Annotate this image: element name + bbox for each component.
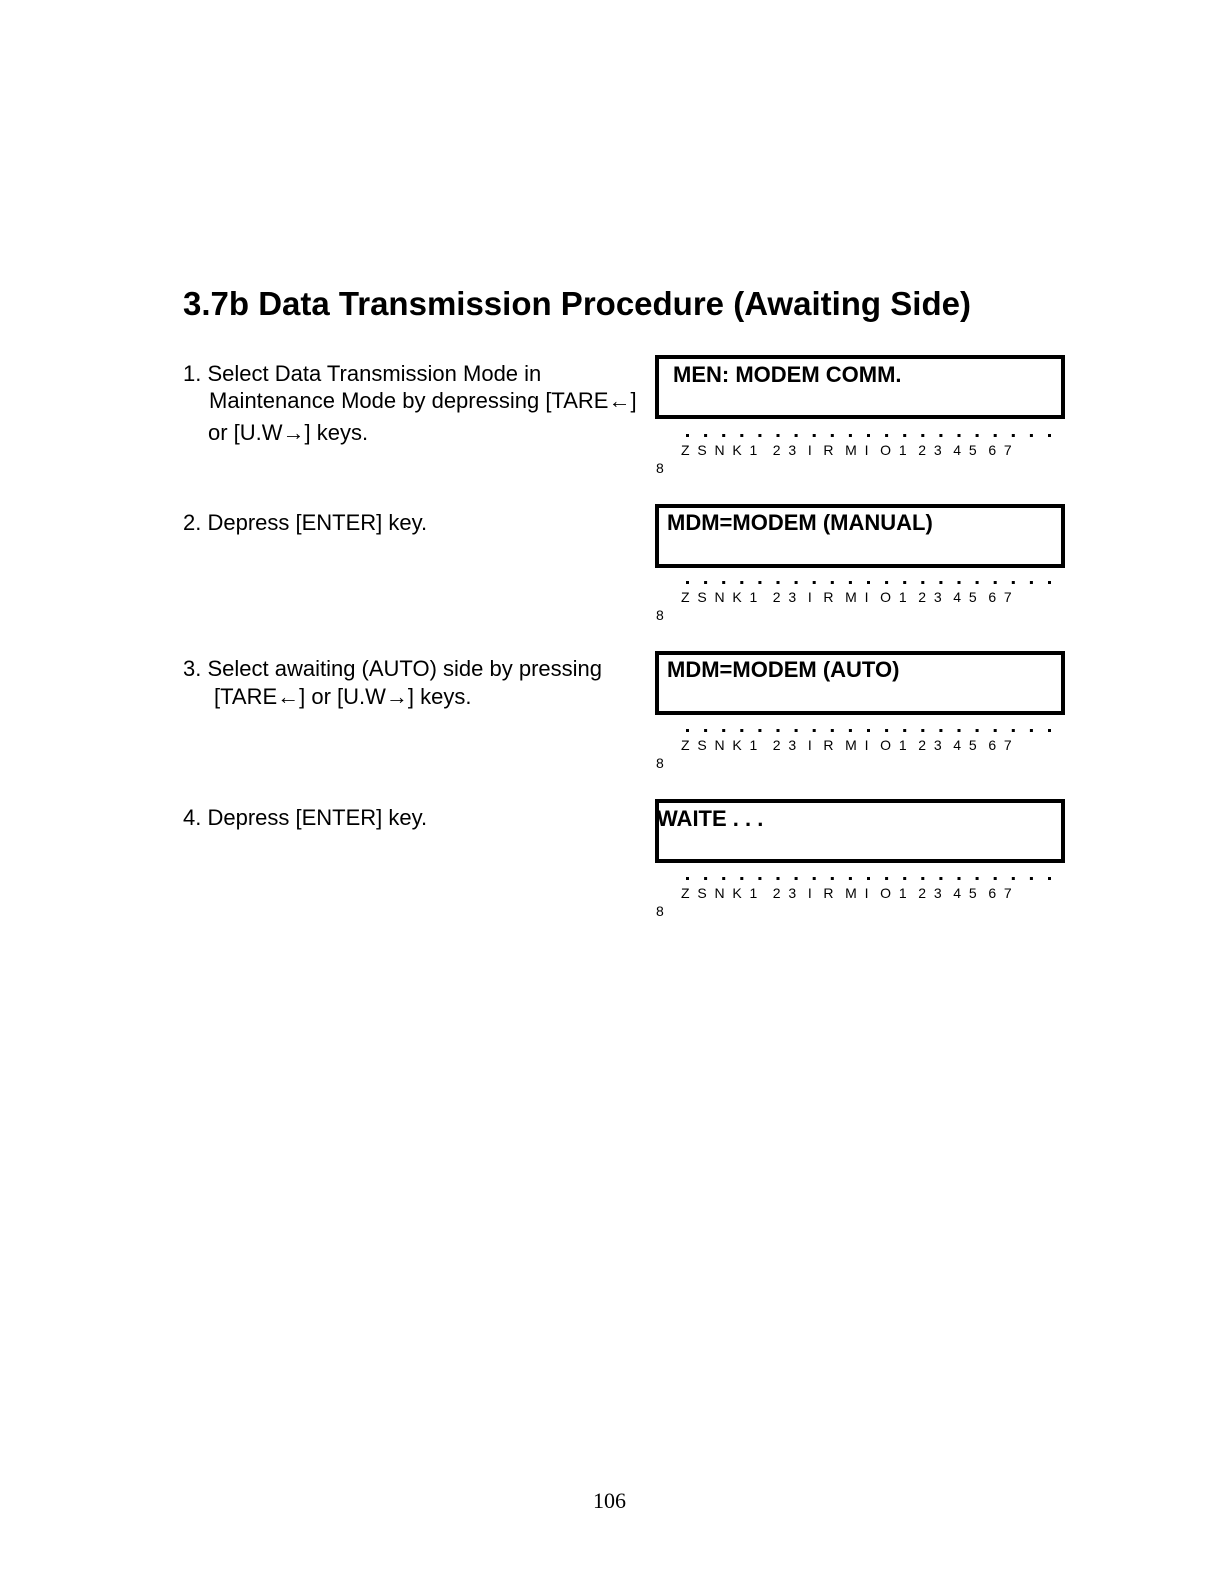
indicator-dot <box>921 877 924 880</box>
indicator-dot <box>740 877 743 880</box>
lcd-display-2-text: MDM=MODEM (MANUAL) <box>667 510 933 535</box>
indicator-dot <box>903 729 906 732</box>
indicator-dot <box>885 877 888 880</box>
indicator-dot <box>885 434 888 437</box>
step-1-line-2: Maintenance Mode by depressing [TARE←] <box>209 388 637 413</box>
indicator-dot <box>831 581 834 584</box>
indicator-dot <box>867 729 870 732</box>
indicator-dot <box>777 729 780 732</box>
indicator-dot <box>1048 877 1051 880</box>
indicator-dot <box>976 729 979 732</box>
indicator-dot <box>921 581 924 584</box>
indicator-dot <box>1030 434 1033 437</box>
indicator-dot <box>939 729 942 732</box>
indicator-dot <box>758 877 761 880</box>
indicator-labels-1: Z S N K 1 2 3 I R M I O 1 2 3 4 5 6 7 <box>681 442 1012 458</box>
indicator-dot <box>686 434 689 437</box>
lcd-display-4-text: WAITE . . . <box>657 806 764 831</box>
indicator-dot <box>994 729 997 732</box>
step-4-line-1: 4. Depress [ENTER] key. <box>183 805 428 830</box>
indicator-dot <box>795 877 798 880</box>
step-2-line-1: 2. Depress [ENTER] key. <box>183 510 428 535</box>
indicator-dot <box>795 434 798 437</box>
indicator-dot <box>704 729 707 732</box>
indicator-dot <box>813 581 816 584</box>
indicator-dot <box>704 434 707 437</box>
indicator-dot <box>903 434 906 437</box>
indicator-dot <box>1012 434 1015 437</box>
indicator-dot <box>939 877 942 880</box>
indicator-labels-4-wrap: 8 <box>656 903 664 919</box>
indicator-dot <box>831 729 834 732</box>
step-3-line-2: [TARE←] or [U.W→] keys. <box>214 684 472 709</box>
indicator-dot <box>1030 729 1033 732</box>
indicator-dot <box>686 729 689 732</box>
indicator-dot <box>885 581 888 584</box>
indicator-dot <box>1030 877 1033 880</box>
indicator-dot <box>849 434 852 437</box>
indicator-dot <box>831 434 834 437</box>
indicator-dot <box>976 434 979 437</box>
indicator-dot <box>722 877 725 880</box>
indicator-dot <box>1030 581 1033 584</box>
indicator-dot <box>921 434 924 437</box>
indicator-dot <box>740 434 743 437</box>
indicator-dot <box>994 877 997 880</box>
indicator-dot <box>958 729 961 732</box>
indicator-dot <box>903 581 906 584</box>
indicator-dot <box>994 434 997 437</box>
indicator-labels-2-wrap: 8 <box>656 607 664 623</box>
indicator-dot <box>795 729 798 732</box>
lcd-display-3-text: MDM=MODEM (AUTO) <box>667 657 900 682</box>
indicator-dot <box>722 729 725 732</box>
indicator-dot <box>740 581 743 584</box>
indicator-dot <box>867 877 870 880</box>
indicator-dot <box>795 581 798 584</box>
indicator-dot <box>1012 729 1015 732</box>
indicator-dot <box>958 877 961 880</box>
indicator-dots-4 <box>686 876 1051 882</box>
step-1-line-3: or [U.W→] keys. <box>208 420 369 445</box>
indicator-dot <box>704 581 707 584</box>
indicator-labels-2: Z S N K 1 2 3 I R M I O 1 2 3 4 5 6 7 <box>681 589 1012 605</box>
indicator-dot <box>976 877 979 880</box>
indicator-labels-1-wrap: 8 <box>656 460 664 476</box>
indicator-dot <box>758 581 761 584</box>
indicator-dot <box>1048 581 1051 584</box>
indicator-dot <box>867 434 870 437</box>
indicator-dot <box>958 581 961 584</box>
indicator-dot <box>813 434 816 437</box>
page-number: 106 <box>593 1488 626 1513</box>
indicator-dot <box>758 729 761 732</box>
step-1-line-1: 1. Select Data Transmission Mode in <box>183 361 542 386</box>
indicator-dot <box>849 581 852 584</box>
indicator-dot <box>939 581 942 584</box>
indicator-dot <box>1012 581 1015 584</box>
indicator-labels-3: Z S N K 1 2 3 I R M I O 1 2 3 4 5 6 7 <box>681 737 1012 753</box>
indicator-dot <box>686 877 689 880</box>
indicator-dots-1 <box>686 433 1051 439</box>
page-title: 3.7b Data Transmission Procedure (Awaiting Side) <box>183 285 971 322</box>
indicator-dot <box>813 877 816 880</box>
indicator-dot <box>849 729 852 732</box>
indicator-dot <box>704 877 707 880</box>
indicator-dot <box>722 434 725 437</box>
indicator-dot <box>777 434 780 437</box>
indicator-dot <box>722 581 725 584</box>
indicator-labels-3-wrap: 8 <box>656 755 664 771</box>
indicator-dot <box>976 581 979 584</box>
indicator-dot <box>1048 434 1051 437</box>
indicator-dots-2 <box>686 580 1051 586</box>
indicator-dot <box>777 581 780 584</box>
indicator-dot <box>831 877 834 880</box>
step-3-line-1: 3. Select awaiting (AUTO) side by pressing <box>183 656 602 681</box>
indicator-dot <box>867 581 870 584</box>
indicator-dot <box>813 729 816 732</box>
indicator-dot <box>885 729 888 732</box>
indicator-dot <box>958 434 961 437</box>
indicator-labels-4: Z S N K 1 2 3 I R M I O 1 2 3 4 5 6 7 <box>681 885 1012 901</box>
indicator-dot <box>758 434 761 437</box>
indicator-dot <box>903 877 906 880</box>
indicator-dot <box>849 877 852 880</box>
indicator-dot <box>1012 877 1015 880</box>
lcd-display-1-text: MEN: MODEM COMM. <box>673 362 902 387</box>
indicator-dot <box>921 729 924 732</box>
indicator-dot <box>740 729 743 732</box>
indicator-dot <box>686 581 689 584</box>
indicator-dots-3 <box>686 728 1051 734</box>
indicator-dot <box>994 581 997 584</box>
indicator-dot <box>777 877 780 880</box>
indicator-dot <box>939 434 942 437</box>
indicator-dot <box>1048 729 1051 732</box>
